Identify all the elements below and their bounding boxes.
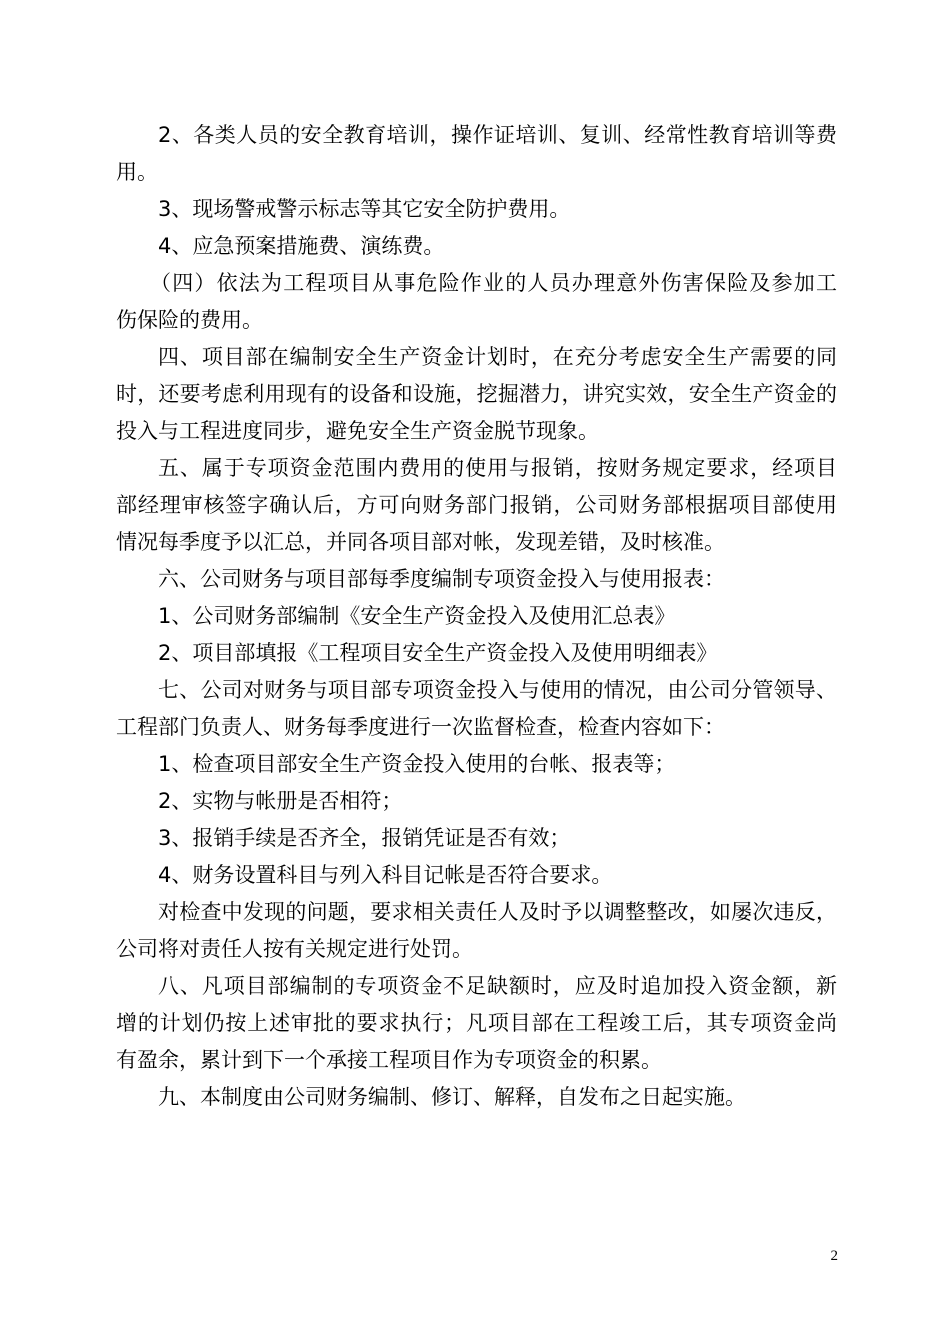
text-line: 1、检查项目部安全生产资金投入使用的台帐、报表等； xyxy=(158,752,676,776)
text-line: 有盈余，累计到下一个承接工程项目作为专项资金的积累。 xyxy=(116,1048,662,1072)
text-line: 时，还要考虑利用现有的设备和设施，挖掘潜力，讲究实效，安全生产资金的 xyxy=(116,382,837,406)
text-line: 六、公司财务与项目部每季度编制专项资金投入与使用报表： xyxy=(158,567,725,591)
text-line: 2、实物与帐册是否相符； xyxy=(158,789,403,813)
text-line: 情况每季度予以汇总，并同各项目部对帐，发现差错，及时核准。 xyxy=(116,530,725,554)
text-line: 2、项目部填报《工程项目安全生产资金投入及使用明细表》 xyxy=(158,641,718,665)
text-line: 对检查中发现的问题，要求相关责任人及时予以调整整改，如屡次违反， xyxy=(158,900,837,924)
text-line: 2、各类人员的安全教育培训，操作证培训、复训、经常性教育培训等费 xyxy=(158,123,837,147)
text-line: 3、现场警戒警示标志等其它安全防护费用。 xyxy=(158,197,571,221)
text-line: 4、财务设置科目与列入科目记帐是否符合要求。 xyxy=(158,863,613,887)
text-line: 九、本制度由公司财务编制、修订、解释，自发布之日起实施。 xyxy=(158,1085,746,1109)
text-line: 八、凡项目部编制的专项资金不足缺额时，应及时追加投入资金额，新 xyxy=(158,974,837,998)
text-line: 投入与工程进度同步，避免安全生产资金脱节现象。 xyxy=(116,419,599,443)
page-number: 2 xyxy=(830,1248,838,1264)
text-line: 四、项目部在编制安全生产资金计划时，在充分考虑安全生产需要的同 xyxy=(158,345,837,369)
text-line: 七、公司对财务与项目部专项资金投入与使用的情况，由公司分管领导、 xyxy=(158,678,837,702)
text-line: 部经理审核签字确认后，方可向财务部门报销，公司财务部根据项目部使用 xyxy=(116,493,837,517)
text-line: 1、公司财务部编制《安全生产资金投入及使用汇总表》 xyxy=(158,604,676,628)
text-line: （四）依法为工程项目从事危险作业的人员办理意外伤害保险及参加工 xyxy=(150,271,837,295)
text-line: 增的计划仍按上述审批的要求执行；凡项目部在工程竣工后，其专项资金尚 xyxy=(116,1011,837,1035)
text-line: 用。 xyxy=(116,160,158,184)
text-line: 工程部门负责人、财务每季度进行一次监督检查，检查内容如下： xyxy=(116,715,725,739)
text-line: 五、属于专项资金范围内费用的使用与报销，按财务规定要求，经项目 xyxy=(158,456,837,480)
text-line: 公司将对责任人按有关规定进行处罚。 xyxy=(116,937,473,961)
text-line: 4、应急预案措施费、演练费。 xyxy=(158,234,445,258)
text-line: 3、报销手续是否齐全，报销凭证是否有效； xyxy=(158,826,571,850)
text-line: 伤保险的费用。 xyxy=(116,308,263,332)
